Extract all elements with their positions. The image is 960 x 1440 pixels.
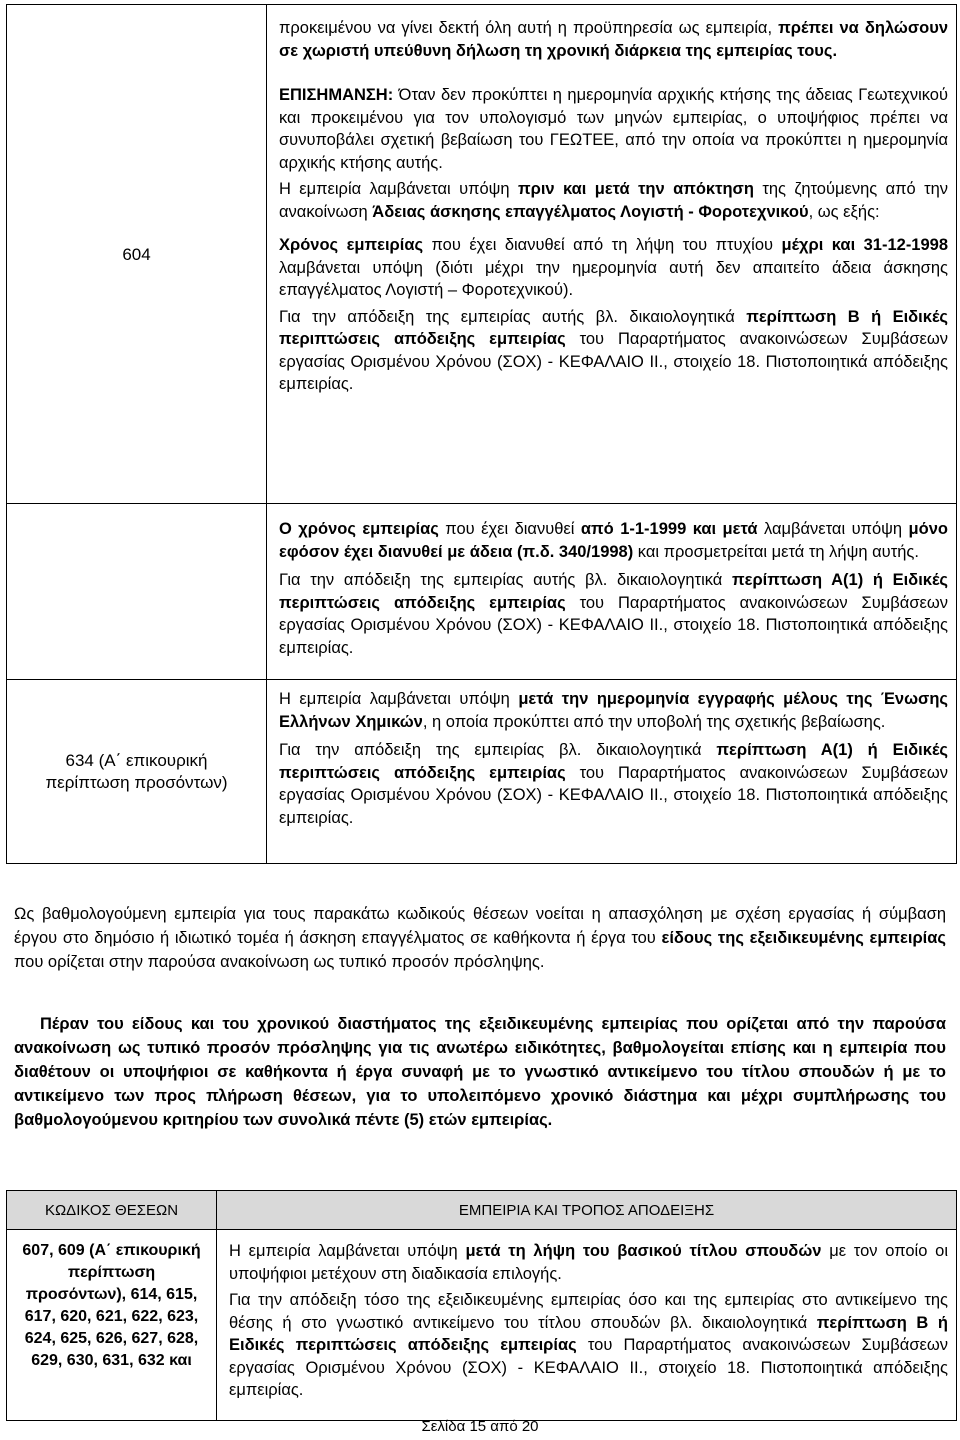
experience-cell: [267, 5, 957, 504]
position-code: 604: [122, 245, 151, 264]
paragraph: Η εμπειρία λαμβάνεται υπόψη μετά τη λήψη του βασικού τίτλου σπουδών με τον οποίο οι υποψήφιοι μετέχουν στη διαδικασία επιλογής.: [229, 1242, 948, 1283]
paragraph: Για την απόδειξη τόσο της εξειδικευμένης εμπειρίας όσο και της εμπειρίας στο αντικείμενο της θέσης ή στο γνωστικό αντικείμενο του τίτλου σπουδών βλ. δικαιολογητικά περίπτωση Β ή Ειδικές περιπτώσεις απόδειξης εμπειρίας του Παραρτήματος ανακοινώσεων Συμβάσεων εργασίας Ορισμένου Χρόνου (ΣΟΧ) - ΚΕΦΑΛΑΙΟ ΙΙ., στοιχείο 18. Πιστοποιητικά απόδειξης εμπειρίας.: [229, 1291, 948, 1399]
experience-table-1: [6, 4, 957, 864]
paragraph: Για την απόδειξη της εμπειρίας βλ. δικαιολογητικά περίπτωση Α(1) ή Ειδικές περιπτώσεις απόδειξης εμπειρίας του Παραρτήματος ανακοινώσεων Συμβάσεων εργασίας Ορισμένου Χρόνου (ΣΟΧ) - ΚΕΦΑΛΑΙΟ ΙΙ., στοιχείο 18. Πιστοποιητικά απόδειξης εμπειρίας.: [279, 741, 948, 827]
intro-paragraph: Ως βαθμολογούμενη εμπειρία για τους παρακάτω κωδικούς θέσεων νοείται η απασχόληση με σχέση εργασίας ή σύμβαση έργου στο δημόσιο ή ιδιωτικό τομέα ή άσκηση επαγγέλματος σε καθήκοντα ή έργα του είδους της εξειδικευμένης εμπειρίας που ορίζεται στην παρούσα ανακοίνωση ως τυπικό προσόν πρόσληψης.: [14, 905, 946, 971]
experience-table-2: [6, 1190, 957, 1421]
bold-paragraph: Πέραν του είδους και του χρονικού διαστήματος της εξειδικευμένης εμπειρίας που ορίζεται από την παρούσα ανακοίνωση ως τυπικό προσόν πρόσληψης για τις ανωτέρω ειδικότητες, βαθμολογείται επίσης και η εμπειρία που διαθέτουν οι υποψήφιοι σε καθήκοντα ή έργα συναφή με το γνωστικό αντικείμενο του τίτλου σπουδών ή με το αντικείμενο των προς πλήρωση θέσεων, για το υπολειπόμενο χρονικό διάστημα και μέχρι συμπλήρωσης του βαθμολογούμενου κριτηρίου των συνολικά πέντε (5) ετών εμπειρίας.: [14, 1015, 946, 1129]
header-code: ΚΩΔΙΚΟΣ ΘΕΣΕΩΝ: [7, 1191, 217, 1230]
table-row: [7, 5, 957, 504]
paragraph: Η εμπειρία λαμβάνεται υπόψη μετά την ημερομηνία εγγραφής μέλους της Ένωσης Ελλήνων Χημικών, η οποία προκύπτει από την υποβολή της σχετικής βεβαίωσης.: [279, 690, 948, 731]
paragraph: Για την απόδειξη της εμπειρίας αυτής βλ. δικαιολογητικά περίπτωση Α(1) ή Ειδικές περιπτώσεις απόδειξης εμπειρίας του Παραρτήματος ανακοινώσεων Συμβάσεων εργασίας Ορισμένου Χρόνου (ΣΟΧ) - ΚΕΦΑΛΑΙΟ ΙΙ., στοιχείο 18. Πιστοποιητικά απόδειξης εμπειρίας.: [279, 571, 949, 657]
paragraph: Χρόνος εμπειρίας που έχει διανυθεί από τη λήψη του πτυχίου μέχρι και 31-12-1998 λαμβάνεται υπόψη (διότι μέχρι την ημερομηνία αυτή δεν απαιτείτο άδεια άσκησης επαγγέλματος Λογιστή – Φοροτεχνικού).: [279, 236, 949, 299]
page-number: Σελίδα 15 από 20: [421, 1418, 539, 1435]
paragraph: προκειμένου να γίνει δεκτή όλη αυτή η προϋπηρεσία ως εμπειρία, πρέπει να δηλώσουν σε χωριστή υπεύθυνη δήλωση τη χρονική διάρκεια της εμπειρίας τους.: [279, 19, 948, 60]
table-row: [7, 680, 957, 864]
code-cell: [7, 1230, 217, 1421]
code-cell: [7, 504, 267, 680]
experience-cell: [217, 1230, 957, 1421]
experience-cell: [267, 504, 957, 680]
paragraph: Ο χρόνος εμπειρίας που έχει διανυθεί από 1-1-1999 και μετά λαμβάνεται υπόψη μόνο εφόσον έχει διανυθεί με άδεια (π.δ. 340/1998) και προσμετρείται μετά τη λήψη αυτής.: [279, 520, 948, 561]
paragraph: Η εμπειρία λαμβάνεται υπόψη πριν και μετά την απόκτηση της ζητούμενης από την ανακοίνωση Άδειας άσκησης επαγγέλματος Λογιστή - Φοροτεχνικού, ως εξής:: [279, 180, 949, 221]
table-row: [7, 504, 957, 680]
code-cell: [7, 5, 267, 504]
code-cell: [7, 680, 267, 864]
position-codes: 607, 609 (Α΄ επικουρική περίπτωση προσόντων), 614, 615, 617, 620, 621, 622, 623, 624, 625, 626, 627, 628, 629, 630, 631, 632 και: [22, 1242, 201, 1369]
table-header-row: [7, 1191, 957, 1230]
paragraph: Για την απόδειξη της εμπειρίας αυτής βλ. δικαιολογητικά περίπτωση Β ή Ειδικές περιπτώσεις απόδειξης εμπειρίας του Παραρτήματος ανακοινώσεων Συμβάσεων εργασίας Ορισμένου Χρόνου (ΣΟΧ) - ΚΕΦΑΛΑΙΟ ΙΙ., στοιχείο 18. Πιστοποιητικά απόδειξης εμπειρίας.: [279, 307, 948, 393]
table-row: [7, 1230, 957, 1421]
position-code: 634 (Α΄ επικουρική περίπτωση προσόντων): [45, 750, 228, 792]
note-paragraph: ΕΠΙΣΗΜΑΝΣΗ: Όταν δεν προκύπτει η ημερομηνία αρχικής κτήσης της άδειας Γεωτεχνικού και προκειμένου για τον υπολογισμό των μηνών εμπειρίας, ο υποψήφιος πρέπει να συνυποβάλει σχετική βεβαίωση του ΓΕΩΤΕΕ, από την οποία να προκύπτει η ημερομηνία αρχικής κτήσης αυτής.: [279, 86, 948, 172]
experience-cell: [267, 680, 957, 864]
header-experience: ΕΜΠΕΙΡΙΑ ΚΑΙ ΤΡΟΠΟΣ ΑΠΟΔΕΙΞΗΣ: [217, 1191, 957, 1230]
